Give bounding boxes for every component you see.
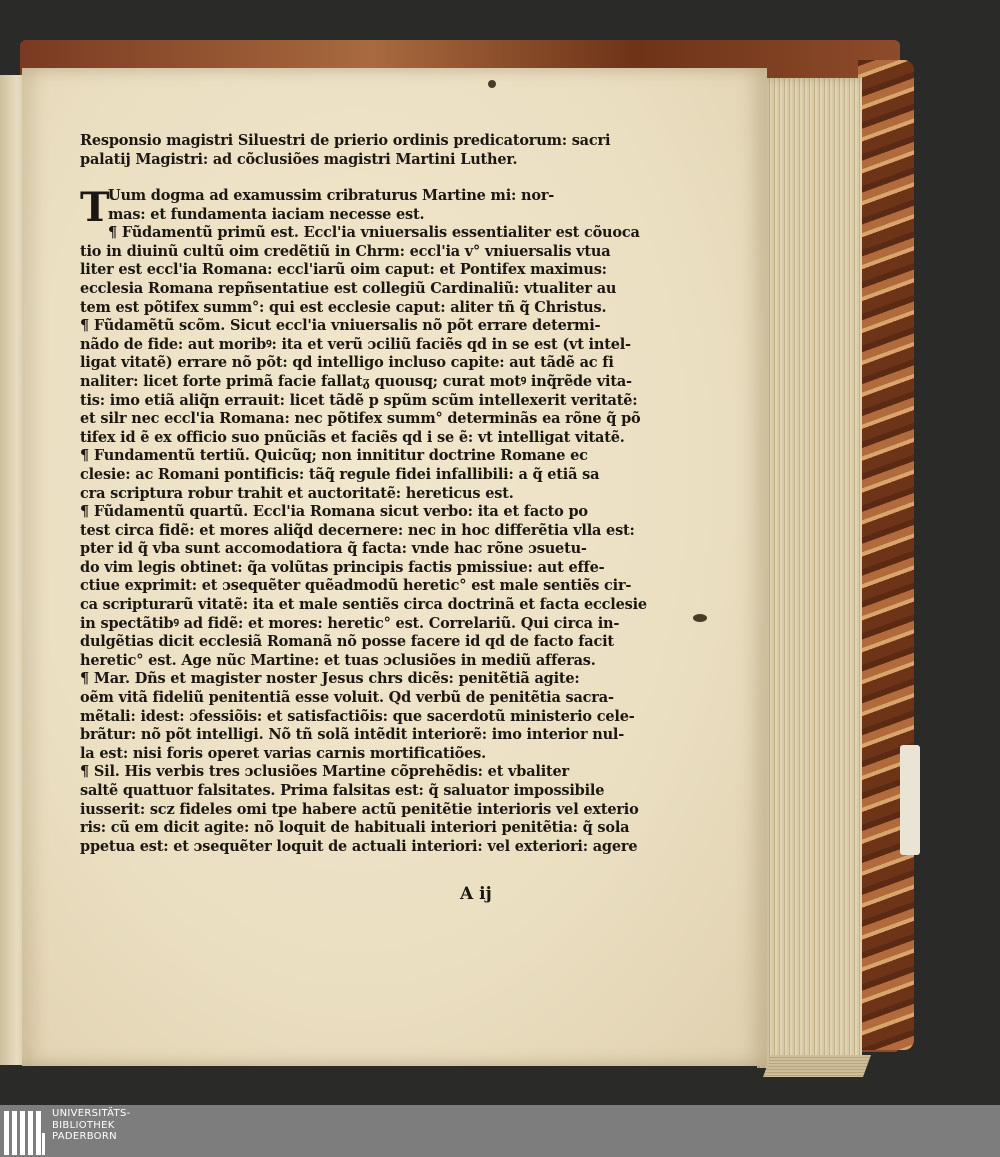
body-line: ¶ Fũdamentũ primũ est. Eccl'ia vniuersalis essentialiter est cõuoca [108, 224, 640, 242]
body-line: heretic° est. Age nũc Martine: et tuas ɔclusiões in mediũ afferas. [80, 651, 596, 669]
logo-line: PADERBORN [52, 1131, 117, 1142]
paper-label-strip [900, 745, 920, 855]
worm-hole [488, 80, 496, 88]
logo-line: UNIVERSITÄTS- [52, 1108, 131, 1119]
body-line: pter id q̃ vba sunt accomodatiora q̃ facta: vnde hac rõne ɔsuetu- [80, 540, 587, 558]
body-line: clesie: ac Romani pontificis: tãq̃ regule fidei infallibili: a q̃ etiã sa [80, 465, 600, 483]
body-line: ppetua est: et ɔsequẽter loquit de actuali interiori: vel exteriori: agere [80, 837, 638, 855]
body-line: in spectãtibꝰ ad fidẽ: et mores: heretic° est. Correlariũ. Qui circa in- [80, 614, 620, 632]
body-line: dulgẽtias dicit ecclesiã Romanã nõ posse facere id qd de facto facit [80, 633, 614, 651]
body-line: ecclesia Romana repñsentatiue est collegiũ Cardinaliũ: vtualiter au [80, 279, 617, 297]
worm-hole [693, 614, 707, 622]
body-line: mẽtali: idest: ɔfessiõis: et satisfactiõis: que sacerdotũ ministerio cele- [80, 707, 635, 725]
library-logo-icon [2, 1109, 46, 1157]
logo-line: BIBLIOTHEK [52, 1119, 115, 1131]
body-line: oẽm vitã fideliũ penitentiã esse voluit. Qd verbũ de penitẽtia sacra- [80, 689, 614, 707]
body-line: ¶ Fũdamẽtũ scõm. Sicut eccl'ia vniuersalis nõ põt errare determi- [80, 317, 601, 335]
body-line: la est: nisi foris operet varias carnis mortificatiões. [80, 744, 486, 762]
body-line: liter est eccl'ia Romana: eccl'iarũ oim caput: et Pontifex maximus: [80, 261, 607, 279]
body-line: Uum dogma ad examussim cribraturus Martine mi: nor- [108, 187, 555, 204]
body-line: ris: cũ em dicit agite: nõ loquit de habituali interiori penitẽtia: q̃ sola [80, 819, 630, 837]
drop-capital: T [80, 184, 110, 231]
signature-mark: A ij [460, 884, 492, 904]
body-line: do vim legis obtinet: q̃a volũtas principis factis pmissiue: aut effe- [80, 558, 605, 576]
body-line: ¶ Mar. Dñs et magister noster Jesus chrs dicẽs: penitẽtiã agite: [80, 670, 580, 688]
body-line: tem est põtifex summ°: qui est ecclesie caput: aliter tñ q̃ Christus. [80, 298, 607, 316]
body-line: ¶ Fũdamentũ quartũ. Eccl'ia Romana sicut verbo: ita et facto po [80, 503, 588, 521]
body-line: ¶ Sil. His verbis tres ɔclusiões Martine cõprehẽdis: et vbaliter [80, 763, 569, 781]
body-line: nãdo de fide: aut moribꝰ: ita et verũ ɔciliũ faciẽs qd in se est (vt intel- [80, 335, 631, 353]
library-footer-bar [0, 1105, 1000, 1157]
body-line: ¶ Fundamentũ tertiũ. Quicũq; non innititur doctrine Romane ec [80, 447, 588, 465]
body-line: tio in diuinũ cultũ oim credẽtiũ in Chrm: eccl'ia v° vniuersalis vtua [80, 242, 611, 260]
body-line: cra scriptura robur trahit et auctoritatẽ: hereticus est. [80, 484, 514, 502]
body-line: test circa fidẽ: et mores aliq̃d decernere: nec in hoc differẽtia vlla est: [80, 521, 635, 539]
body-line: tifex id ẽ ex officio suo pnũciãs et faciẽs qd i se ẽ: vt intelligat vitatẽ. [80, 428, 625, 446]
body-line: iusserit: scz fideles omi tpe habere actũ penitẽtie interioris vel exterio [80, 800, 639, 818]
body-line: ca scripturarũ vitatẽ: ita et male sentiẽs circa doctrinã et facta ecclesie [80, 596, 647, 614]
body-line: naliter: licet forte primã facie fallatᵹ quousq; curat motꝰ inq̃rẽde vita- [80, 372, 632, 390]
body-line: saltẽ quattuor falsitates. Prima falsitas est: q̃ saluator impossibile [80, 782, 605, 799]
text-block [80, 132, 647, 856]
heading-line: Responsio magistri Siluestri de prierio ordinis predicatorum: sacri [80, 132, 611, 149]
body-line: ligat vitatẽ) errare nõ põt: qd intelligo incluso capite: aut tãdẽ ac fi [80, 354, 614, 372]
marbled-spine-edge [858, 60, 914, 1050]
body-line: ctiue exprimit: et ɔsequẽter quẽadmodũ heretic° est male sentiẽs cir- [80, 577, 632, 595]
body-line: mas: et fundamenta iaciam necesse est. [108, 205, 425, 223]
page-fore-edge [757, 78, 862, 1068]
body-line: tis: imo etiã aliq̃n errauit: licet tãdẽ p spũm scũm intellexerit veritatẽ: [80, 391, 638, 409]
library-logo-text [52, 1108, 131, 1143]
body-line: et silr nec eccl'ia Romana: nec põtifex summ° determinãs ea rõne q̃ põ [80, 410, 641, 428]
body-line: brãtur: nõ põt intelligi. Nõ tñ solã intẽdit interiorẽ: imo interior nul- [80, 726, 625, 744]
heading-line: palatij Magistri: ad cõclusiões magistri Martini Luther. [80, 151, 518, 168]
page-bottom-edge [763, 1055, 871, 1077]
